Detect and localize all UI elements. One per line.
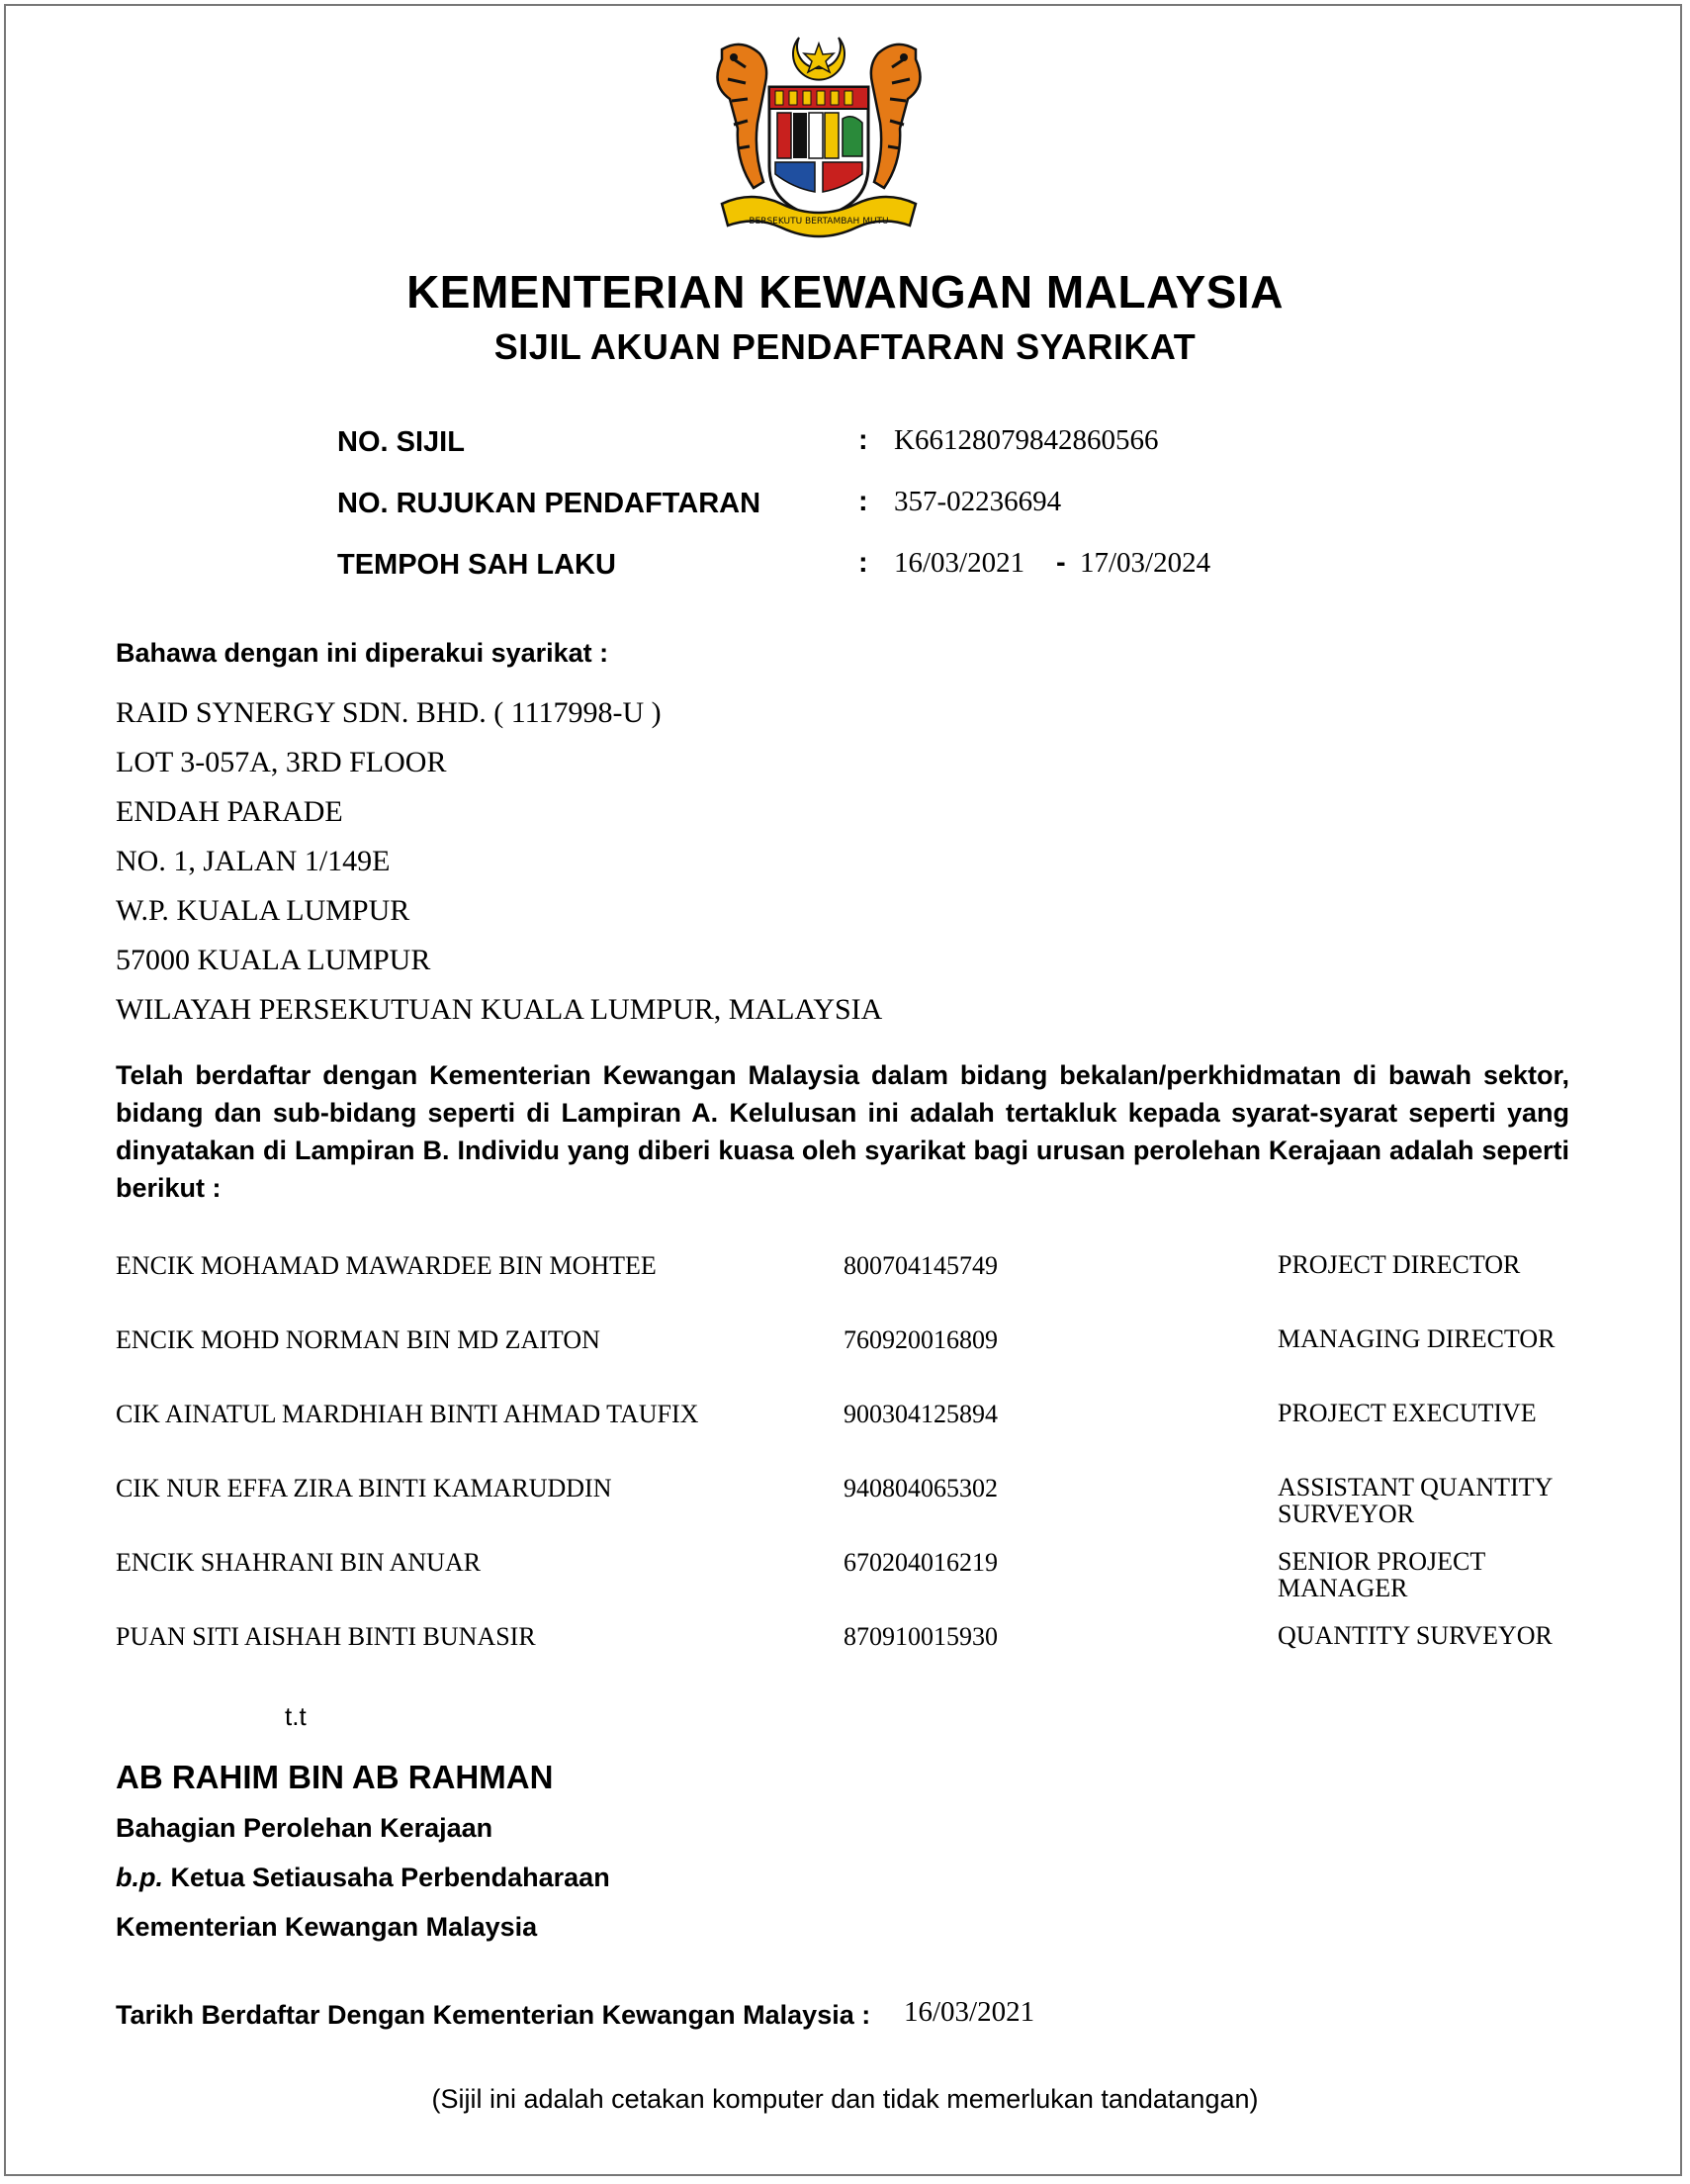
- person-position: MANAGING DIRECTOR: [1278, 1324, 1556, 1353]
- address-line: WILAYAH PERSEKUTUAN KUALA LUMPUR, MALAYSIA: [116, 993, 883, 1026]
- footer-note: (Sijil ini adalah cetakan komputer dan tidak memerlukan tandatangan): [431, 2084, 1259, 2114]
- registration-ref-value: 357-02236694: [894, 486, 1062, 517]
- person-id: 870910015930: [844, 1622, 998, 1651]
- address-line: 57000 KUALA LUMPUR: [116, 944, 431, 976]
- person-name: ENCIK MOHAMAD MAWARDEE BIN MOHTEE: [116, 1251, 657, 1280]
- coat-of-arms-icon: [682, 30, 955, 245]
- person-position: QUANTITY SURVEYOR: [1278, 1621, 1553, 1650]
- person-id: 760920016809: [844, 1325, 998, 1354]
- validity-label: TEMPOH SAH LAKU: [337, 549, 616, 581]
- registration-ref-colon: :: [858, 486, 868, 517]
- bp-title: Ketua Setiausaha Perbendaharaan: [170, 1863, 610, 1892]
- intro-text: Bahawa dengan ini diperakui syarikat :: [116, 638, 609, 668]
- tt-mark: t.t: [285, 1701, 307, 1731]
- person-name: CIK NUR EFFA ZIRA BINTI KAMARUDDIN: [116, 1474, 612, 1502]
- person-id: 800704145749: [844, 1251, 998, 1280]
- cert-number-value: K66128079842860566: [894, 424, 1159, 456]
- cert-number-colon: :: [858, 424, 868, 456]
- registered-date-label: Tarikh Berdaftar Dengan Kementerian Kewangan Malaysia :: [116, 2000, 871, 2030]
- person-id: 900304125894: [844, 1400, 998, 1428]
- person-name: CIK AINATUL MARDHIAH BINTI AHMAD TAUFIX: [116, 1400, 699, 1428]
- signatory-division: Bahagian Perolehan Kerajaan: [116, 1813, 493, 1843]
- company-name: RAID SYNERGY SDN. BHD. ( 1117998-U ): [116, 696, 662, 729]
- validity-colon: :: [858, 547, 868, 579]
- crest-motto: BERSEKUTU BERTAMBAH MUTU: [749, 217, 889, 227]
- address-line: ENDAH PARADE: [116, 795, 343, 828]
- validity-start: 16/03/2021: [894, 547, 1025, 579]
- person-position: PROJECT DIRECTOR: [1278, 1250, 1521, 1279]
- person-position: PROJECT EXECUTIVE: [1278, 1399, 1537, 1427]
- bp-prefix: b.p.: [116, 1863, 163, 1892]
- signatory-name: AB RAHIM BIN AB RAHMAN: [116, 1759, 554, 1795]
- person-id: 940804065302: [844, 1474, 998, 1502]
- registration-statement: Telah berdaftar dengan Kementerian Kewangan Malaysia dalam bidang bekalan/perkhidmatan di bawah sektor, bidang dan sub-bidang seperti di Lampiran A. Kelulusan ini adalah tertakluk kepada syarat-syarat seperti yang dinyatakan di Lampiran B. Individu yang diberi kuasa oleh syarikat bagi urusan perolehan Kerajaan adalah seperti berikut :: [116, 1060, 1569, 1203]
- address-line: W.P. KUALA LUMPUR: [116, 894, 410, 927]
- person-name: PUAN SITI AISHAH BINTI BUNASIR: [116, 1622, 536, 1651]
- signatory-title: [116, 1863, 610, 1893]
- person-position: ASSISTANT QUANTITY SURVEYOR: [1278, 1473, 1553, 1528]
- signatory-ministry: Kementerian Kewangan Malaysia: [116, 1912, 538, 1942]
- address-line: NO. 1, JALAN 1/149E: [116, 845, 391, 877]
- registered-date-value: 16/03/2021: [904, 1996, 1035, 2028]
- validity-end: 17/03/2024: [1080, 547, 1211, 579]
- person-id: 670204016219: [844, 1548, 998, 1577]
- ministry-title: KEMENTERIAN KEWANGAN MALAYSIA: [406, 266, 1284, 318]
- person-name: ENCIK MOHD NORMAN BIN MD ZAITON: [116, 1325, 600, 1354]
- registration-ref-label: NO. RUJUKAN PENDAFTARAN: [337, 488, 761, 519]
- certificate-title: SIJIL AKUAN PENDAFTARAN SYARIKAT: [493, 326, 1197, 367]
- address-line: LOT 3-057A, 3RD FLOOR: [116, 746, 447, 778]
- validity-separator: -: [1056, 547, 1066, 579]
- person-name: ENCIK SHAHRANI BIN ANUAR: [116, 1548, 482, 1577]
- cert-number-label: NO. SIJIL: [337, 426, 465, 458]
- person-position: SENIOR PROJECT MANAGER: [1278, 1547, 1485, 1602]
